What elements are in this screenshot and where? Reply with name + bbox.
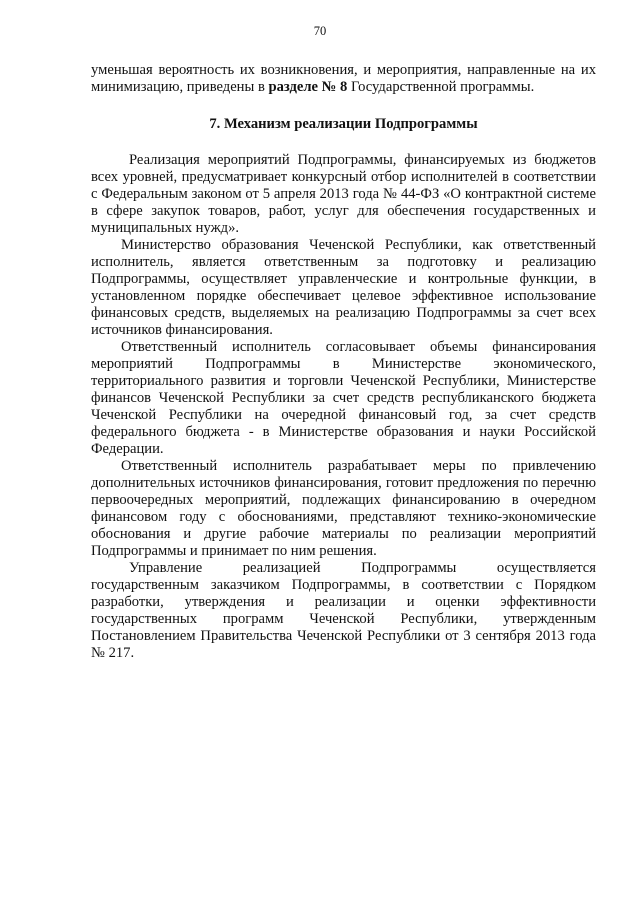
page-number: 70 [313,24,327,38]
page-content [91,62,596,662]
intro-section-reference: разделе № 8 [268,79,348,95]
section-heading: 7. Механизм реализации Подпрограммы [209,116,478,132]
intro-text-after: Государственной программы. [347,79,535,95]
paragraph-additional-funding: Ответственный исполнитель разрабатывает меры по привлечению дополнительных источников финансирования, готовит предложения по перечню первоочередных мероприятий, подлежащих финансированию в очередном финансовом году с обоснованиями, представляют технико-экономические обоснования и другие рабочие материалы по реализации мероприятий Подпрограммы и принимает по ним решения. [91,458,596,559]
intro-paragraph [91,62,596,96]
paragraph-management: Управление реализацией Подпрограммы осуществляется государственным заказчиком Подпрограммы, в соответствии с Порядком разработки, утверждения и реализации и оценки эффективности государственных программ Чеченской Республики, утвержденным Постановлением Правительства Чеченской Республики от 3 сентября 2013 года № 217. [91,560,596,661]
paragraph-financing-approval: Ответственный исполнитель согласовывает объемы финансирования мероприятий Подпрограммы в Министерстве экономического, территориального развития и торговли Чеченской Республики, Министерстве финансов Чеченской Республики за счет средств республиканского бюджета Чеченской Республики на очередной финансовый год, за счет средств федерального бюджета - в Министерстве образования и науки Российской Федерации. [91,339,596,457]
intro-text-before: уменьшая вероятность их возникновения, и мероприятия, направленные на их минимизацию, приведены в [91,62,596,95]
paragraph-ministry-role: Министерство образования Чеченской Республики, как ответственный исполнитель, является ответственным за подготовку и реализацию Подпрограммы, осуществляет управленческие и контрольные функции, в установленном порядке обеспечивает целевое эффективное использование финансовых средств, выделяемых на реализацию Подпрограммы за счет всех источников финансирования. [91,237,596,338]
paragraph-procurement: Реализация мероприятий Подпрограммы, финансируемых из бюджетов всех уровней, предусматривает конкурсный отбор исполнителей в соответствии с Федеральным законом от 5 апреля 2013 года № 44-ФЗ «О контрактной системе в сфере закупок товаров, работ, услуг для обеспечения государственных и муниципальных нужд». [91,152,596,236]
